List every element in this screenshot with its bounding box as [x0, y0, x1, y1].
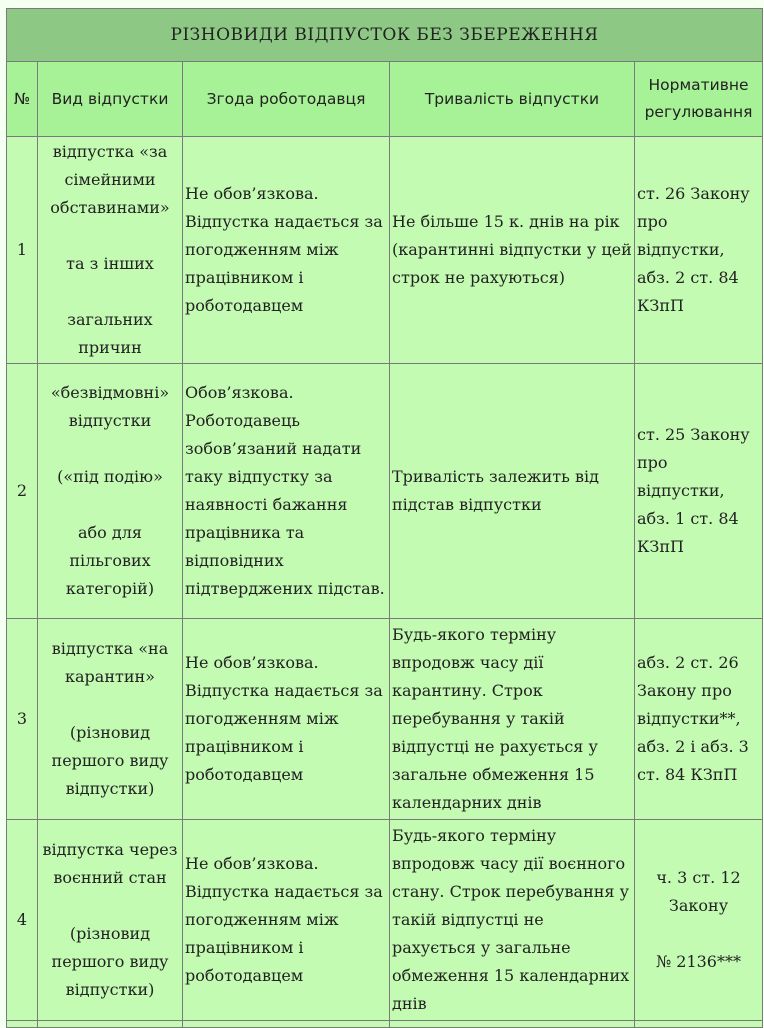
row-regulation: абз. 2 ст. 26 Закону про відпустки**, абз. 2 і абз. 3 ст. 84 КЗпП [635, 619, 763, 820]
header-num: № [7, 62, 38, 137]
row-num: 3 [7, 619, 38, 820]
row-kind-extra-a: («під подію» [57, 467, 163, 486]
row-num: 2 [7, 364, 38, 619]
row-kind [38, 364, 183, 619]
row-consent: Обов’язкова. Роботодавець зобов’язаний надати таку відпустку за наявності бажання працівника та відповідних підтверджених підстав. [183, 364, 390, 619]
row-kind-extra-b: або для пільгових категорій) [65, 523, 155, 598]
row-consent: Не обов’язкова. Відпустка надається за погодженням між працівником і роботодавцем [183, 619, 390, 820]
header-kind: Вид відпустки [38, 62, 183, 137]
header-row [7, 62, 763, 137]
row-regulation: ст. 25 Закону про відпустки, абз. 1 ст. 84 КЗпП [635, 364, 763, 619]
table-row [7, 137, 763, 364]
leave-types-table [6, 8, 763, 1028]
row-kind-extra-a: та з інших [66, 254, 154, 273]
table-row [7, 820, 763, 1021]
row-kind-main: відпустка через воєнний стан [42, 840, 178, 887]
row-kind [38, 137, 183, 364]
row-regulation [635, 820, 763, 1021]
row-regulation: ст. 26 Закону про відпустки, абз. 2 ст. 84 КЗпП [635, 137, 763, 364]
row-kind [38, 820, 183, 1021]
header-regulation-line1: Нормативне [648, 76, 749, 94]
row-num: 4 [7, 820, 38, 1021]
row-duration: Тривалість залежить від підстав відпустки [390, 364, 635, 619]
table-row [7, 364, 763, 619]
row-kind-main: «безвідмовні» відпустки [50, 383, 170, 430]
header-regulation-line2: регулювання [644, 103, 753, 121]
table-title: РІЗНОВИДИ ВІДПУСТОК БЕЗ ЗБЕРЕЖЕННЯ [7, 9, 763, 62]
row-kind-main: відпустка «за сімейними обставинами» [50, 142, 170, 217]
header-consent: Згода роботодавця [183, 62, 390, 137]
row-consent: Не обов’язкова. Відпустка надається за погодженням між працівником і роботодавцем [183, 137, 390, 364]
row-kind-main: відпустка «на карантин» [51, 639, 169, 686]
row-regulation-b: № 2136*** [656, 952, 741, 971]
leave-types-table-container [6, 8, 762, 1028]
header-duration: Тривалість відпустки [390, 62, 635, 137]
row-kind-extra-a: (різновид першого виду відпустки) [51, 924, 169, 999]
row-consent: Не обов’язкова. Відпустка надається за погодженням між працівником і роботодавцем [183, 820, 390, 1021]
table-row [7, 619, 763, 820]
row-kind-extra-a: (різновид першого виду відпустки) [51, 723, 169, 798]
row-regulation-a: ч. 3 ст. 12 Закону [656, 868, 741, 915]
row-num: 1 [7, 137, 38, 364]
row-kind [38, 619, 183, 820]
row-kind-extra-b: загальних причин [67, 310, 153, 357]
header-regulation [635, 62, 763, 137]
row-duration: Будь-якого терміну впродовж часу дії воєнного стану. Строк перебування у такій відпустці не рахується у загальне обмеження 15 календарних днів [390, 820, 635, 1021]
table-row-continuation [7, 1021, 763, 1028]
row-duration: Не більше 15 к. днів на рік (карантинні відпустки у цей строк не рахуються) [390, 137, 635, 364]
row-duration: Будь-якого терміну впродовж часу дії карантину. Строк перебування у такій відпустці не рахується у загальне обмеження 15 календарних днів [390, 619, 635, 820]
